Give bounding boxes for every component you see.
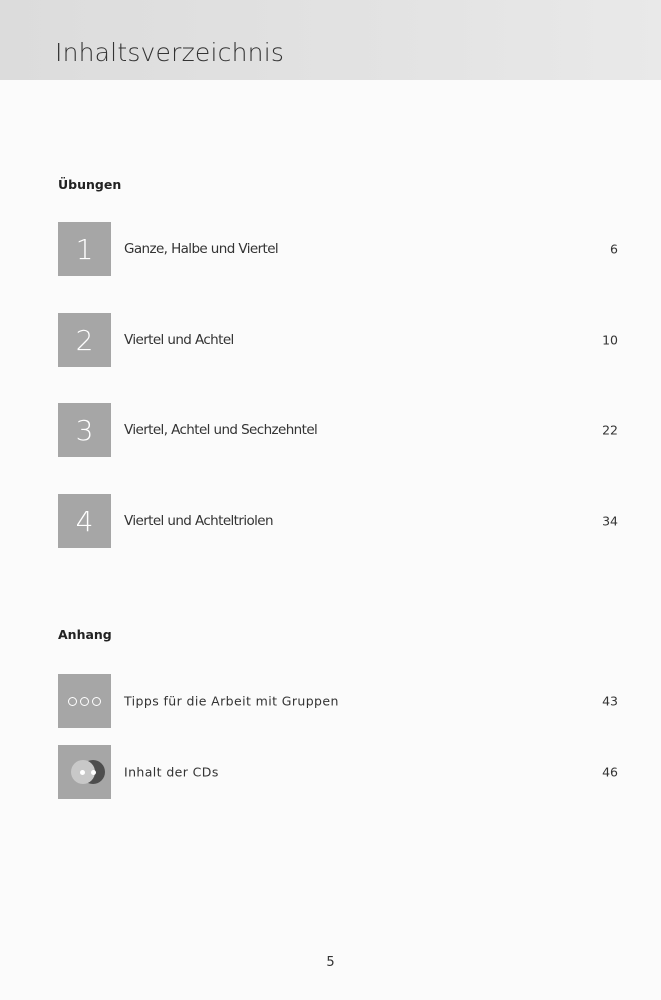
chapter-number: 1 xyxy=(75,232,94,266)
toc-entry-1[interactable] xyxy=(58,222,618,276)
toc-entry-2[interactable] xyxy=(58,313,618,367)
toc-entry-label: Viertel, Achtel und Sechzehntel xyxy=(124,422,318,438)
toc-entry-4[interactable] xyxy=(58,494,618,548)
toc-entry-page: 46 xyxy=(602,764,618,780)
chapter-tile-2 xyxy=(58,313,111,367)
toc-entry-label: Tipps für die Arbeit mit Gruppen xyxy=(124,693,339,709)
toc-entry-label: Ganze, Halbe und Viertel xyxy=(124,241,279,257)
toc-entry-page: 22 xyxy=(602,422,618,438)
three-rings-icon xyxy=(68,697,101,706)
section-heading-anhang: Anhang xyxy=(58,627,112,642)
section-heading-uebungen: Übungen xyxy=(58,177,122,192)
toc-entry-3[interactable] xyxy=(58,403,618,457)
cd-icon xyxy=(65,756,105,788)
toc-entry-tipps[interactable] xyxy=(58,674,618,728)
page-number: 5 xyxy=(326,955,335,970)
appendix-tile-tipps xyxy=(58,674,111,728)
page-title: Inhaltsverzeichnis xyxy=(55,38,285,67)
appendix-tile-cds xyxy=(58,745,111,799)
toc-entry-page: 34 xyxy=(602,513,618,529)
chapter-number: 2 xyxy=(75,323,94,357)
chapter-number: 3 xyxy=(75,413,94,447)
toc-entry-label: Viertel und Achtel xyxy=(124,332,234,348)
toc-entry-page: 6 xyxy=(610,241,618,257)
toc-entry-page: 10 xyxy=(602,332,618,348)
chapter-tile-4 xyxy=(58,494,111,548)
toc-entry-cds[interactable] xyxy=(58,745,618,799)
toc-entry-label: Viertel und Achteltriolen xyxy=(124,513,273,529)
toc-entry-label: Inhalt der CDs xyxy=(124,764,219,780)
chapter-tile-3 xyxy=(58,403,111,457)
toc-entry-page: 43 xyxy=(602,693,618,709)
chapter-tile-1 xyxy=(58,222,111,276)
chapter-number: 4 xyxy=(75,504,94,538)
